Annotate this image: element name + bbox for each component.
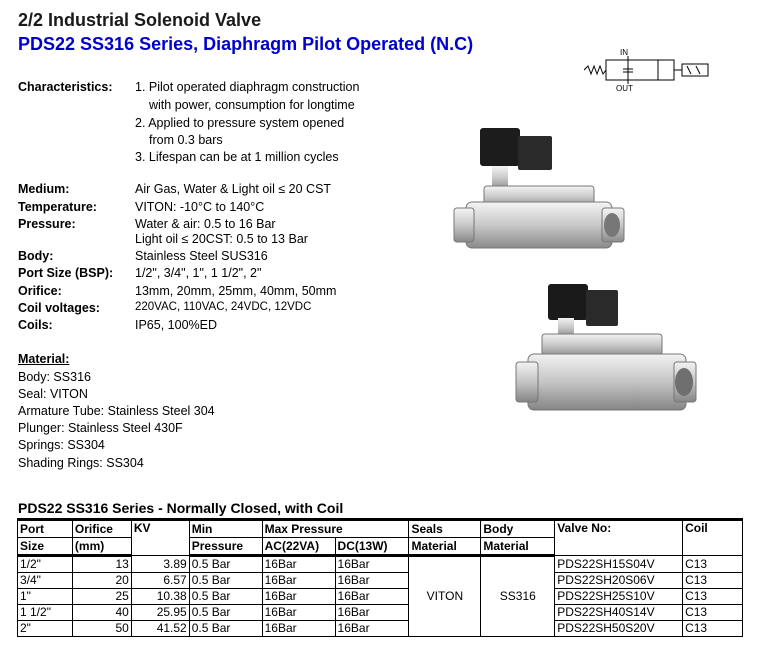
- cell-dc: 16Bar: [335, 605, 409, 621]
- header-min: Min: [189, 520, 262, 538]
- symbol-in-label: IN: [620, 48, 628, 57]
- header-valve-no: Valve No:: [555, 520, 683, 556]
- header-pressure: Pressure: [189, 538, 262, 556]
- coils-label: Coils:: [18, 318, 53, 332]
- cell-orifice: 25: [72, 589, 131, 605]
- port-size-label: Port Size (BSP):: [18, 266, 114, 280]
- cell-valve-no: PDS22SH40S14V: [555, 605, 683, 621]
- page-title: 2/2 Industrial Solenoid Valve: [18, 10, 262, 30]
- cell-coil: C13: [683, 605, 743, 621]
- characteristics-line-2: with power, consumption for longtime: [149, 98, 355, 112]
- cell-orifice: 20: [72, 573, 131, 589]
- header-orifice: Orifice: [72, 520, 131, 538]
- cell-coil: C13: [683, 621, 743, 637]
- pressure-label: Pressure:: [18, 217, 76, 231]
- header-max-pressure: Max Pressure: [262, 520, 409, 538]
- cell-kv: 6.57: [131, 573, 189, 589]
- cell-dc: 16Bar: [335, 589, 409, 605]
- page-subtitle: PDS22 SS316 Series, Diaphragm Pilot Operated (N.C): [18, 34, 474, 54]
- symbol-out-label: OUT: [616, 84, 633, 93]
- solenoid-diagram-icon: [584, 56, 714, 92]
- cell-dc: 16Bar: [335, 573, 409, 589]
- cell-min: 0.5 Bar: [189, 556, 262, 573]
- header-port: Port: [18, 520, 73, 538]
- body-value: Stainless Steel SUS316: [135, 249, 268, 263]
- cell-valve-no: PDS22SH20S06V: [555, 573, 683, 589]
- header-body: Body: [481, 520, 555, 538]
- header-dc: DC(13W): [335, 538, 409, 556]
- cell-ac: 16Bar: [262, 573, 335, 589]
- cell-ac: 16Bar: [262, 605, 335, 621]
- temperature-label: Temperature:: [18, 200, 97, 214]
- cell-min: 0.5 Bar: [189, 589, 262, 605]
- material-line-1: Body: SS316: [18, 370, 91, 384]
- table-row: [18, 573, 743, 589]
- cell-valve-no: PDS22SH50S20V: [555, 621, 683, 637]
- cell-port: 1 1/2": [18, 605, 73, 621]
- cell-ac: 16Bar: [262, 556, 335, 573]
- pressure-value-2: Light oil ≤ 20CST: 0.5 to 13 Bar: [135, 232, 308, 246]
- characteristics-line-4: from 0.3 bars: [149, 133, 223, 147]
- header-size: Size: [18, 538, 73, 556]
- cell-valve-no: PDS22SH25S10V: [555, 589, 683, 605]
- cell-coil: C13: [683, 589, 743, 605]
- material-line-6: Shading Rings: SS304: [18, 456, 144, 470]
- header-orifice-unit: (mm): [72, 538, 131, 556]
- cell-min: 0.5 Bar: [189, 605, 262, 621]
- cell-valve-no: PDS22SH15S04V: [555, 556, 683, 573]
- header-coil: Coil: [683, 520, 743, 556]
- characteristics-label: Characteristics:: [18, 80, 113, 94]
- valve-photo-lower: [512, 280, 702, 420]
- cell-kv: 25.95: [131, 605, 189, 621]
- characteristics-line-3: 2. Applied to pressure system opened: [135, 116, 345, 130]
- cell-port: 2": [18, 621, 73, 637]
- header-kv: KV: [131, 520, 189, 556]
- cell-min: 0.5 Bar: [189, 621, 262, 637]
- valve-symbol-icon: [584, 46, 714, 94]
- cell-port: 1/2": [18, 556, 73, 573]
- medium-value: Air Gas, Water & Light oil ≤ 20 CST: [135, 182, 332, 196]
- cell-kv: 10.38: [131, 589, 189, 605]
- table-title: PDS22 SS316 Series - Normally Closed, with Coil: [18, 500, 344, 516]
- table-row: [18, 605, 743, 621]
- orifice-value: 13mm, 20mm, 25mm, 40mm, 50mm: [135, 284, 337, 298]
- coil-voltages-label: Coil voltages:: [18, 301, 100, 315]
- cell-min: 0.5 Bar: [189, 573, 262, 589]
- table-row: [18, 556, 743, 573]
- cell-orifice: 13: [72, 556, 131, 573]
- cell-port: 3/4": [18, 573, 73, 589]
- table-header-row-1: [18, 520, 743, 538]
- temperature-value: VITON: -10°C to 140°C: [135, 200, 265, 214]
- valve-spec-table: [17, 518, 743, 637]
- cell-coil: C13: [683, 573, 743, 589]
- cell-seals: VITON: [409, 556, 481, 637]
- body-label: Body:: [18, 249, 54, 263]
- cell-port: 1": [18, 589, 73, 605]
- header-body-material: Material: [481, 538, 555, 556]
- coil-voltages-value: 220VAC, 110VAC, 24VDC, 12VDC: [135, 301, 312, 313]
- header-ac: AC(22VA): [262, 538, 335, 556]
- material-heading: Material:: [18, 352, 70, 366]
- material-line-3: Armature Tube: Stainless Steel 304: [18, 404, 215, 418]
- coils-value: IP65, 100%ED: [135, 318, 217, 332]
- header-seals-material: Material: [409, 538, 481, 556]
- header-seals: Seals: [409, 520, 481, 538]
- orifice-label: Orifice:: [18, 284, 62, 298]
- cell-body: SS316: [481, 556, 555, 637]
- characteristics-line-1: 1. Pilot operated diaphragm construction: [135, 80, 360, 94]
- port-size-value: 1/2", 3/4", 1", 1 1/2", 2": [135, 266, 262, 280]
- material-line-5: Springs: SS304: [18, 438, 105, 452]
- cell-ac: 16Bar: [262, 589, 335, 605]
- cell-kv: 3.89: [131, 556, 189, 573]
- table-row: [18, 621, 743, 637]
- cell-dc: 16Bar: [335, 621, 409, 637]
- cell-orifice: 50: [72, 621, 131, 637]
- cell-dc: 16Bar: [335, 556, 409, 573]
- characteristics-line-5: 3. Lifespan can be at 1 million cycles: [135, 150, 339, 164]
- cell-coil: C13: [683, 556, 743, 573]
- material-line-2: Seal: VITON: [18, 387, 88, 401]
- material-line-4: Plunger: Stainless Steel 430F: [18, 421, 183, 435]
- pressure-value: Water & air: 0.5 to 16 Bar: [135, 217, 276, 231]
- cell-ac: 16Bar: [262, 621, 335, 637]
- cell-kv: 41.52: [131, 621, 189, 637]
- valve-photo-upper: [452, 118, 632, 258]
- table-row: [18, 589, 743, 605]
- medium-label: Medium:: [18, 182, 70, 196]
- cell-orifice: 40: [72, 605, 131, 621]
